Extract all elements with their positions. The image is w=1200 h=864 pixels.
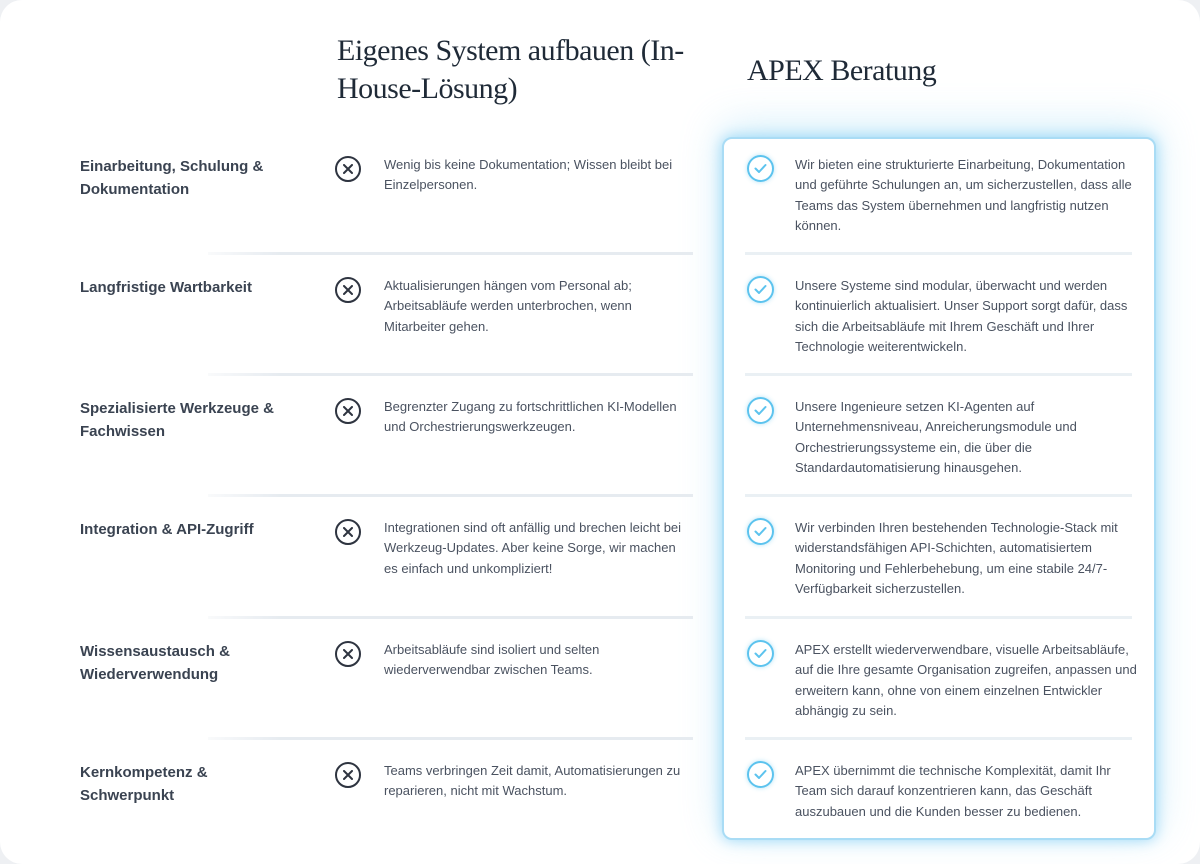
apex-description: APEX erstellt wiederverwendbare, visuelle Arbeitsabläufe, auf die Ihre gesamte Organisation zugreifen, anpassen und erweitern kann, ohne von einem einzelnen Entwickler abhängig zu sein.	[795, 642, 1137, 718]
row-label: Integration & API-Zugriff	[80, 521, 254, 538]
row-label: Einarbeitung, Schulung & Dokumentation	[80, 158, 264, 198]
row-divider	[208, 494, 693, 497]
apex-description: APEX übernimmt die technische Komplexität, damit Ihr Team sich darauf konzentrieren kann, das Geschäft auszubauen und die Kunden besser zu bedienen.	[795, 763, 1111, 819]
check-circle-icon	[747, 518, 774, 545]
apex-description: Unsere Systeme sind modular, überwacht und werden kontinuierlich aktualisiert. Unser Support sorgt dafür, dass sich die Arbeitsabläufe mit Ihrem Geschäft und Ihrer Technologie weiterentwickeln.	[795, 278, 1128, 354]
row-label: Langfristige Wartbarkeit	[80, 279, 252, 296]
row-divider	[745, 494, 1132, 497]
apex-column-highlight	[722, 137, 1156, 840]
row-divider	[745, 737, 1132, 740]
apex-description: Wir bieten eine strukturierte Einarbeitung, Dokumentation und geführte Schulungen an, um sicherzustellen, dass alle Teams das System übernehmen und langfristig nutzen können.	[795, 157, 1132, 233]
row-label: Spezialisierte Werkzeuge & Fachwissen	[80, 400, 274, 440]
row-label: Wissensaustausch & Wiederverwendung	[80, 643, 230, 683]
inhouse-description: Arbeitsabläufe sind isoliert und selten wiederverwendbar zwischen Teams.	[384, 642, 600, 678]
x-circle-icon	[335, 641, 361, 667]
inhouse-column-title: Eigenes System aufbauen (In-House-Lösung)	[337, 34, 684, 105]
inhouse-description: Wenig bis keine Dokumentation; Wissen bleibt bei Einzelpersonen.	[384, 157, 673, 193]
apex-description: Wir verbinden Ihren bestehenden Technologie-Stack mit widerstandsfähigen API-Schichten, automatisiertem Monitoring und Fehlerbehebung, um eine stabile 24/7-Verfügbarkeit sicherzustellen.	[795, 520, 1118, 596]
row-divider	[208, 252, 693, 255]
row-divider	[745, 616, 1132, 619]
check-circle-icon	[747, 397, 774, 424]
row-label: Kernkompetenz & Schwerpunkt	[80, 764, 208, 804]
row-divider	[745, 252, 1132, 255]
inhouse-description: Aktualisierungen hängen vom Personal ab; Arbeitsabläufe werden unterbrochen, wenn Mitarbeiter gehen.	[384, 278, 632, 334]
row-divider	[208, 737, 693, 740]
x-circle-icon	[335, 762, 361, 788]
x-circle-icon	[335, 398, 361, 424]
x-circle-icon	[335, 519, 361, 545]
check-circle-icon	[747, 276, 774, 303]
row-divider	[208, 373, 693, 376]
x-circle-icon	[335, 277, 361, 303]
check-circle-icon	[747, 155, 774, 182]
apex-column-title: APEX Beratung	[747, 54, 937, 87]
inhouse-description: Teams verbringen Zeit damit, Automatisierungen zu reparieren, nicht mit Wachstum.	[384, 763, 681, 799]
inhouse-description: Begrenzter Zugang zu fortschrittlichen KI-Modellen und Orchestrierungswerkzeugen.	[384, 399, 677, 435]
x-circle-icon	[335, 156, 361, 182]
row-divider	[208, 616, 693, 619]
inhouse-description: Integrationen sind oft anfällig und brechen leicht bei Werkzeug-Updates. Aber keine Sorge, wir machen es einfach und unkompliziert!	[384, 520, 682, 576]
check-circle-icon	[747, 640, 774, 667]
check-circle-icon	[747, 761, 774, 788]
apex-description: Unsere Ingenieure setzen KI-Agenten auf Unternehmensniveau, Anreicherungsmodule und Orchestrierungssysteme ein, die über die Standardautomatisierung hinausgehen.	[795, 399, 1077, 475]
row-divider	[745, 373, 1132, 376]
